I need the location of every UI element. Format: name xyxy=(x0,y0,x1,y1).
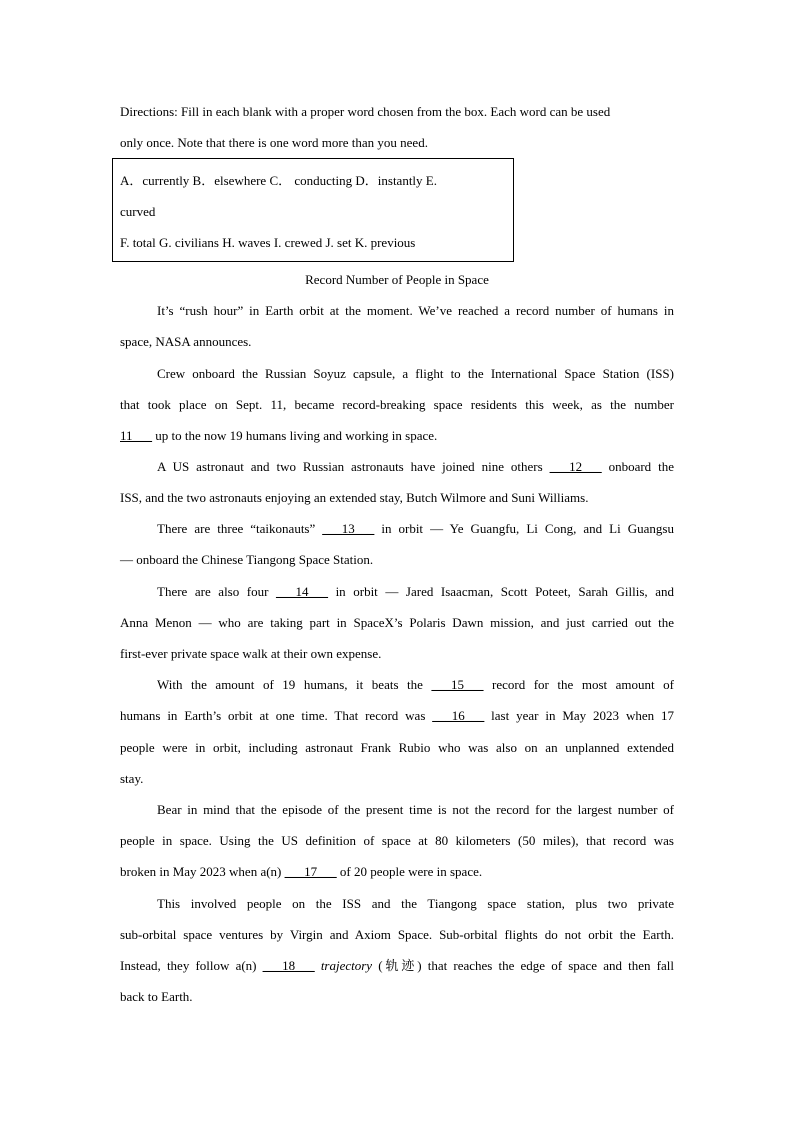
p4-line-2: — onboard the Chinese Tiangong Space Station. xyxy=(120,552,374,567)
blank-16: ___16___ xyxy=(432,708,485,723)
p5-line-2: Anna Menon — who are taking part in SpaceX’s Polaris Dawn mission, and just carried out the xyxy=(120,615,674,630)
p7-line-3-text-b: of 20 people were in space. xyxy=(336,864,483,879)
p6-line-3: people were in orbit, including astronaut Frank Rubio who was also on an unplanned extended xyxy=(120,740,674,755)
p3-line-1 xyxy=(157,459,674,475)
blank-12: ___12___ xyxy=(549,459,602,474)
p6-line-2 xyxy=(120,708,674,724)
p7-line-1: Bear in mind that the episode of the present time is not the record for the largest number of xyxy=(157,802,674,817)
passage-title: Record Number of People in Space xyxy=(305,272,489,287)
p6-line-1-text-a: With the amount of 19 humans, it beats the xyxy=(157,677,432,692)
p2-line-1: Crew onboard the Russian Soyuz capsule, a flight to the International Space Station (ISS) xyxy=(157,366,674,381)
p5-line-1-text-b: in orbit — Jared Isaacman, Scott Poteet, Sarah Gillis, and xyxy=(328,584,674,599)
p5-line-3: first-ever private space walk at their own expense. xyxy=(120,646,382,661)
p6-line-1 xyxy=(157,677,674,693)
p6-line-4: stay. xyxy=(120,771,144,786)
p1-line-2: space, NASA announces. xyxy=(120,334,252,349)
p1-line-1: It’s “rush hour” in Earth orbit at the moment. We’ve reached a record number of humans in xyxy=(157,303,674,318)
p3-line-1-text-a: A US astronaut and two Russian astronauts have joined nine others xyxy=(157,459,550,474)
p3-line-2: ISS, and the two astronauts enjoying an extended stay, Butch Wilmore and Suni Williams. xyxy=(120,490,589,505)
trajectory-word: trajectory xyxy=(320,958,373,973)
blank-13: ___13___ xyxy=(322,521,375,536)
p8-line-3-text-a: Instead, they follow a(n) xyxy=(120,958,263,973)
p8-line-3-text-d: (轨迹) that reaches the edge of space and then fall xyxy=(372,958,675,973)
p5-line-1 xyxy=(157,584,674,600)
p6-line-1-text-b: record for the most amount of xyxy=(483,677,674,692)
blank-17: ___17___ xyxy=(284,864,337,879)
p8-line-3 xyxy=(120,958,674,974)
p7-line-3-text-a: broken in May 2023 when a(n) xyxy=(120,864,285,879)
p3-line-1-text-b: onboard the xyxy=(601,459,675,474)
directions-line-1: Directions: Fill in each blank with a proper word chosen from the box. Each word can be used xyxy=(120,104,611,119)
p6-line-2-text-a: humans in Earth’s orbit at one time. That record was xyxy=(120,708,433,723)
blank-14: ___14___ xyxy=(276,584,329,599)
p8-line-1: This involved people on the ISS and the Tiangong space station, plus two private xyxy=(157,896,674,911)
p7-line-3 xyxy=(120,864,674,880)
p2-line-3-text: up to the now 19 humans living and working in space. xyxy=(152,428,438,443)
p8-line-2: sub-orbital space ventures by Virgin and Axiom Space. Sub-orbital flights do not orbit the Earth. xyxy=(120,927,674,942)
p4-line-1-text-a: There are three “taikonauts” xyxy=(157,521,323,536)
p2-line-3 xyxy=(120,428,674,444)
word-box-line-1: A．currently B．elsewhere C． conducting D．instantly E. xyxy=(120,173,437,188)
p7-line-2: people in space. Using the US definition of space at 80 kilometers (50 miles), that record was xyxy=(120,833,674,848)
word-box xyxy=(112,158,514,262)
p5-line-1-text-a: There are also four xyxy=(157,584,277,599)
p8-line-4: back to Earth. xyxy=(120,989,193,1004)
p6-line-2-text-b: last year in May 2023 when 17 xyxy=(484,708,674,723)
p4-line-1 xyxy=(157,521,674,537)
directions-line-2: only once. Note that there is one word more than you need. xyxy=(120,135,428,150)
p4-line-1-text-b: in orbit — Ye Guangfu, Li Cong, and Li Guangsu xyxy=(374,521,674,536)
blank-15: ___15___ xyxy=(431,677,484,692)
blank-11: 11___ xyxy=(120,428,153,443)
blank-18: ___18___ xyxy=(262,958,315,973)
word-box-line-2: curved xyxy=(120,204,156,219)
word-box-line-3: F. total G. civilians H. waves I. crewed J. set K. previous xyxy=(120,235,416,250)
p2-line-2: that took place on Sept. 11, became record-breaking space residents this week, as the number xyxy=(120,397,674,412)
